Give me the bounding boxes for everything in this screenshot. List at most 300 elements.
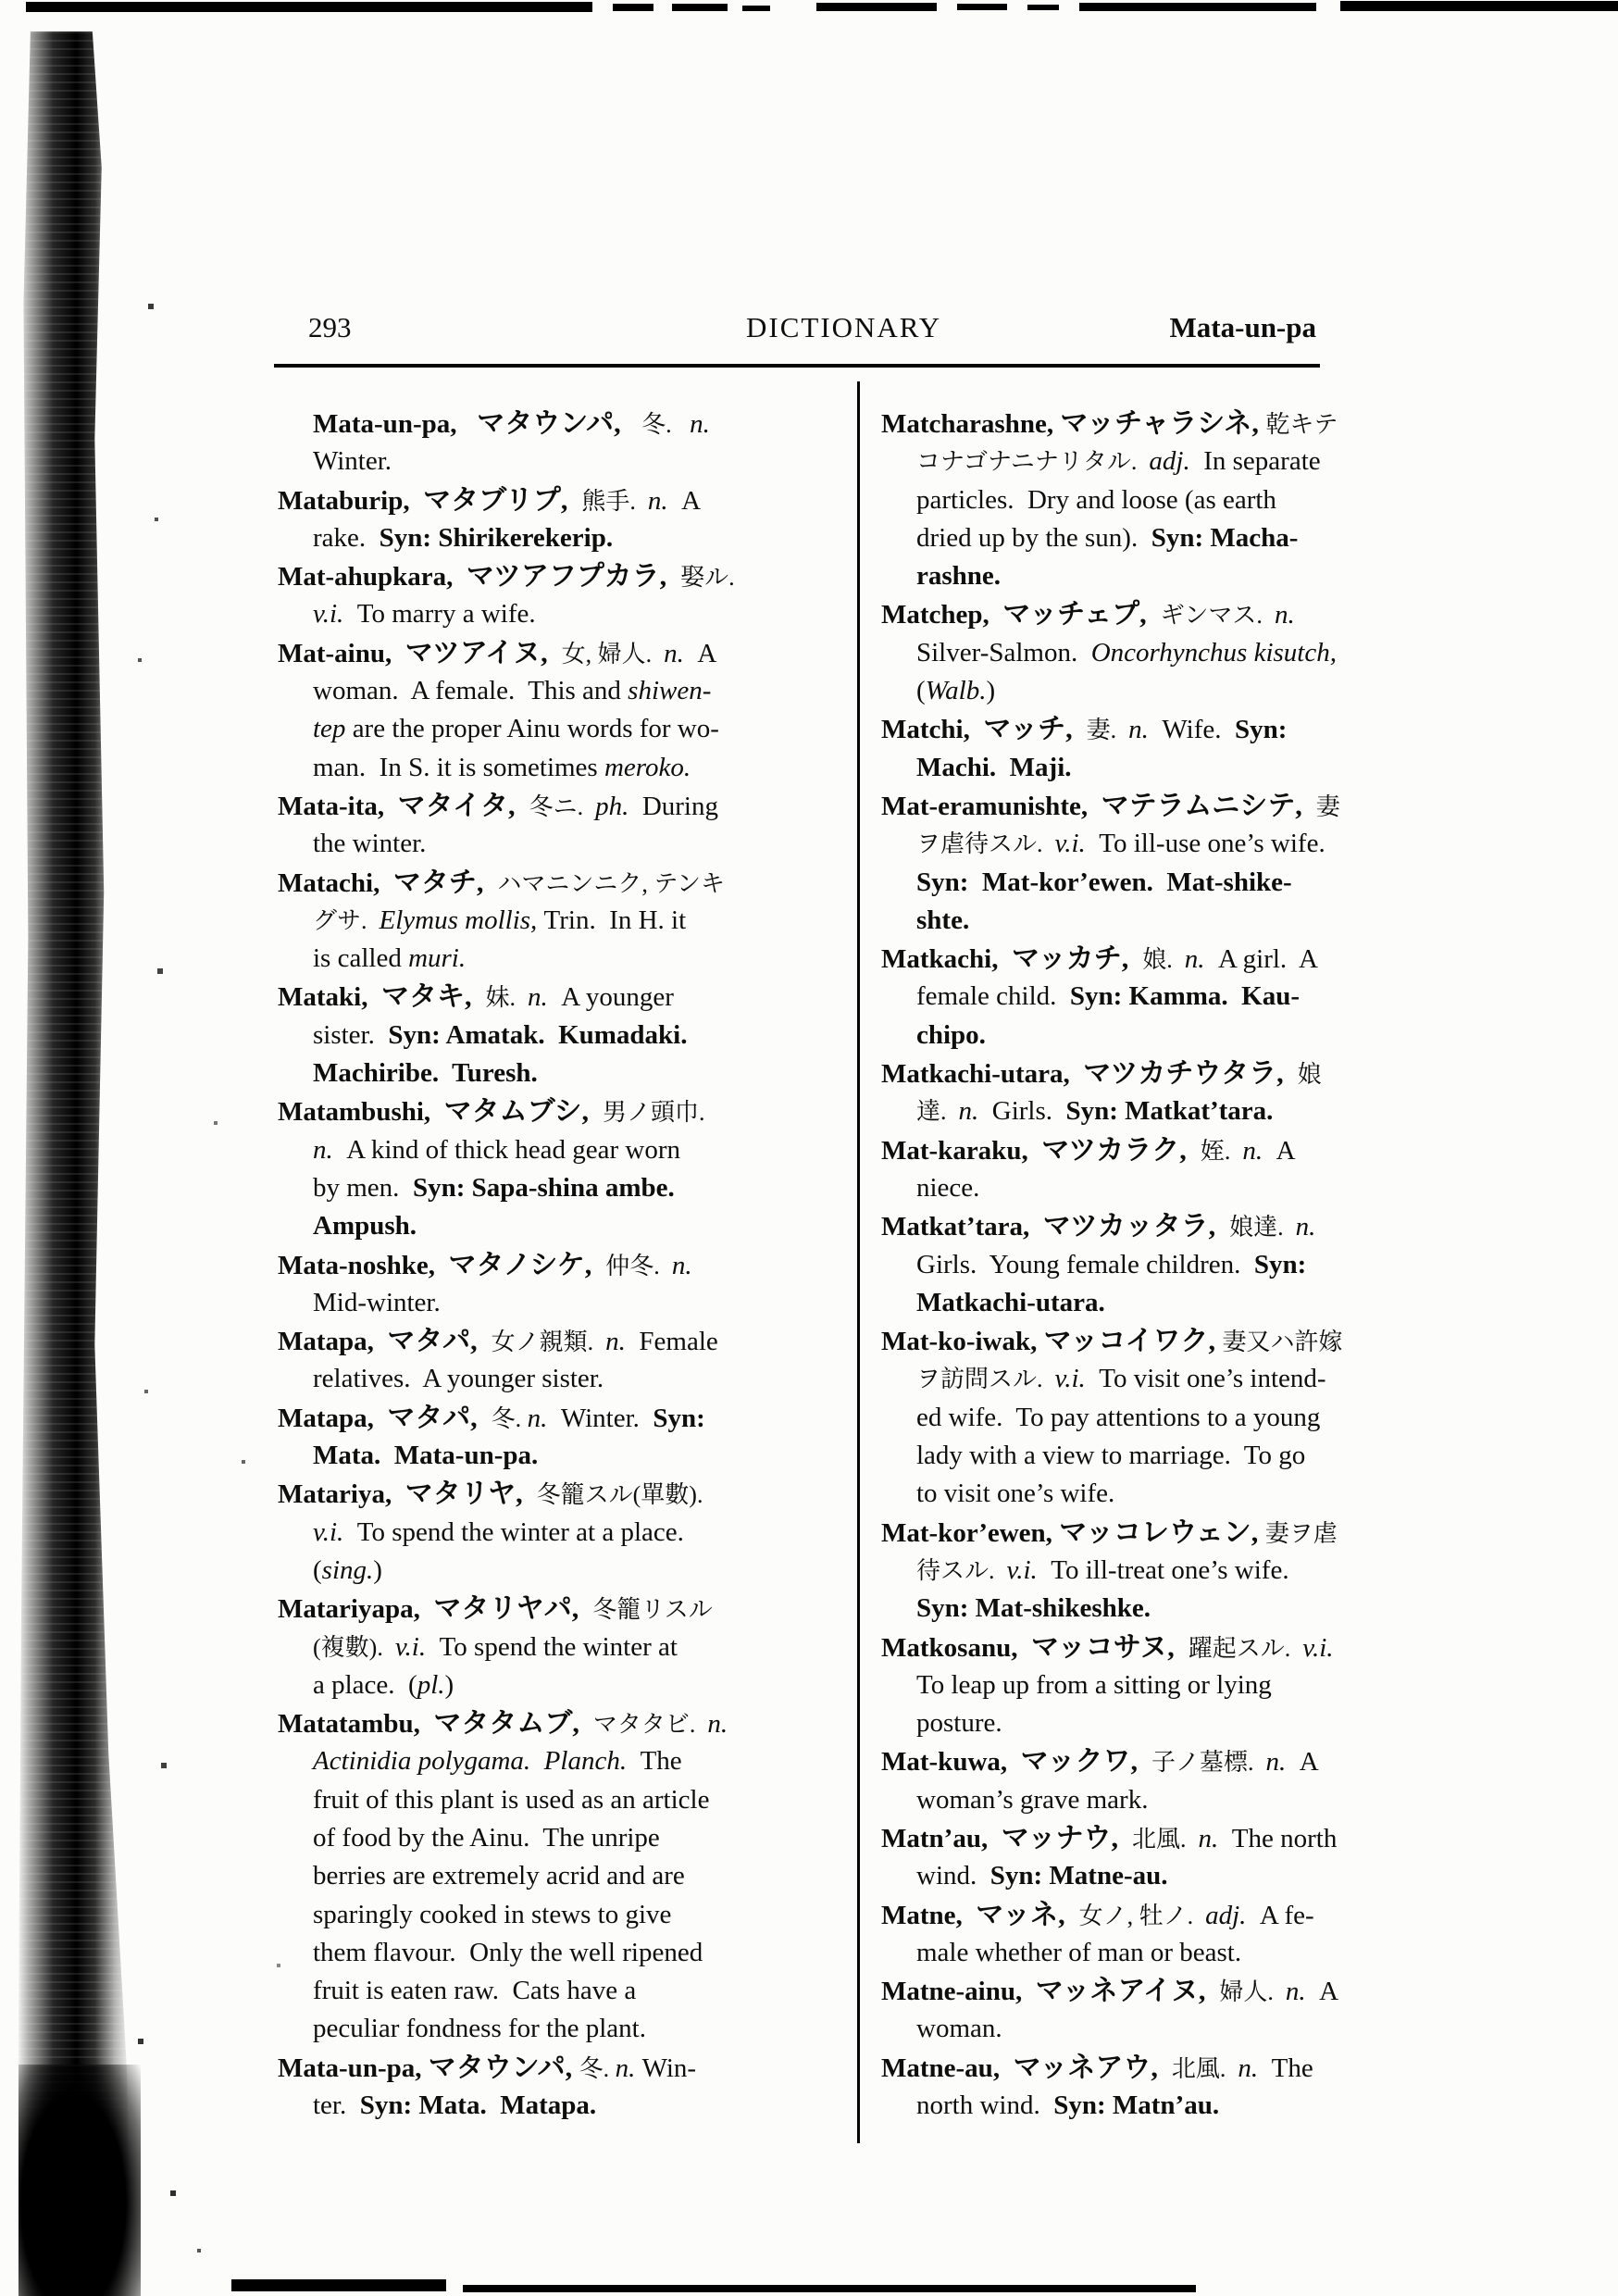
entry-text: A xyxy=(1319,1977,1339,2007)
entry-headword-text: Mat-karaku, xyxy=(881,1135,1042,1166)
entry-headword-text: Matapa, xyxy=(278,1327,388,1357)
entry-text: A xyxy=(1299,1747,1319,1778)
entry-headword-text: Mat-ainu, xyxy=(278,638,405,668)
entry-text: Win- xyxy=(641,2053,697,2083)
entry-text: The xyxy=(1271,2053,1313,2083)
scan-artifact-top xyxy=(1340,1,1618,11)
entry-text: マタノシケ, xyxy=(448,1249,606,1280)
entry-text: 躍起スル. xyxy=(1188,1634,1303,1662)
entry-text: sing. xyxy=(321,1554,374,1585)
dictionary-line xyxy=(278,595,861,633)
dictionary-line xyxy=(278,1514,861,1552)
dictionary-line xyxy=(881,595,1326,633)
entry-text: n. xyxy=(664,638,698,668)
dictionary-line xyxy=(278,443,861,480)
entry-text: ) xyxy=(373,1554,382,1585)
entry-text: A xyxy=(697,638,717,668)
entry-text: マタパ, xyxy=(387,1326,492,1357)
entry-text: to visit one’s wife. xyxy=(916,1479,1115,1509)
dictionary-line xyxy=(278,1972,861,2010)
dictionary-line xyxy=(278,978,861,1016)
entry-text: To ill-use one’s wife. xyxy=(1099,829,1326,859)
entry-text: n. xyxy=(313,1134,347,1165)
entry-text: 妻. xyxy=(1086,717,1129,744)
entry-text: 女ノ親類. xyxy=(491,1329,606,1356)
dictionary-line xyxy=(278,1819,861,1857)
entry-text: v.i. xyxy=(1302,1632,1334,1663)
dictionary-line xyxy=(278,1169,861,1207)
entry-text: n. xyxy=(1198,1823,1232,1853)
left-column xyxy=(278,405,861,2125)
entry-text: are the proper Ainu words for wo- xyxy=(352,714,719,744)
header-rule xyxy=(274,364,1320,368)
dictionary-line xyxy=(881,1514,1338,1552)
entry-headword-text: Matne, xyxy=(881,1900,977,1930)
entry-headword-text: Mataki, xyxy=(278,982,381,1013)
dictionary-line xyxy=(881,1399,1326,1437)
entry-text: n. xyxy=(958,1096,992,1127)
dictionary-line xyxy=(881,749,1326,787)
dictionary-line xyxy=(881,1017,1326,1054)
entry-text: マッネ, xyxy=(976,1899,1079,1930)
entry-text: The xyxy=(640,1746,682,1777)
dictionary-line xyxy=(278,1131,861,1169)
entry-text: n. xyxy=(1238,2053,1272,2083)
dictionary-line xyxy=(278,1437,861,1475)
entry-text: v.i. xyxy=(313,599,357,630)
entry-headword-text: Matkosanu, xyxy=(881,1632,1031,1663)
entry-text: wind. xyxy=(916,1861,990,1891)
dictionary-line xyxy=(881,1437,1326,1475)
entry-text: 冬籠リスル xyxy=(592,1596,713,1624)
entry-text: To spend the winter at a place. xyxy=(356,1516,684,1547)
entry-text: 達. xyxy=(916,1098,959,1126)
dictionary-line xyxy=(278,1742,861,1780)
entry-text: by men. xyxy=(313,1172,413,1203)
dictionary-line xyxy=(881,557,1326,595)
entry-text: マッナウ, xyxy=(1001,1822,1133,1853)
entry-text: 女ノ, 牡ノ. xyxy=(1078,1902,1206,1929)
entry-text: n. xyxy=(527,982,562,1013)
entry-text: ( xyxy=(916,676,926,706)
dictionary-line xyxy=(881,902,1326,940)
entry-text: the winter. xyxy=(313,829,427,859)
entry-text: n. xyxy=(1265,1747,1300,1778)
entry-text: 男ノ頭巾. xyxy=(602,1099,705,1127)
entry-text: n. xyxy=(1274,600,1295,630)
entry-headword-text: Syn: xyxy=(1253,1249,1307,1279)
entry-headword-text: Matn’au, xyxy=(881,1823,1002,1853)
entry-text: n. xyxy=(707,1709,728,1740)
entry-text: マッチ, xyxy=(983,714,1087,745)
entry-text: グサ. xyxy=(313,906,380,934)
entry-text: fruit is eaten raw. Cats have a xyxy=(313,1976,637,2006)
entry-text: マツカッタラ, xyxy=(1042,1211,1230,1242)
entry-text: 妻 xyxy=(1315,792,1340,820)
entry-headword-text: Mata-ita, xyxy=(278,791,398,821)
dictionary-line xyxy=(881,787,1340,825)
entry-text: To marry a wife. xyxy=(356,599,536,630)
entry-headword-text: Syn: Kamma. Kau- xyxy=(1069,981,1301,1012)
entry-text: 娘 xyxy=(1297,1061,1322,1089)
dictionary-line xyxy=(278,1360,861,1398)
entry-text: adj. xyxy=(1205,1900,1260,1930)
scan-artifact-top xyxy=(26,2,592,12)
dictionary-line xyxy=(881,1131,1326,1169)
scan-noise-specks xyxy=(0,0,2,2)
dictionary-line xyxy=(881,481,1326,519)
dictionary-line xyxy=(881,1284,1326,1322)
entry-text: The north xyxy=(1231,1823,1338,1853)
entry-text: ter. xyxy=(313,2090,360,2121)
entry-text: 待スル. xyxy=(916,1556,1007,1584)
entry-headword-text: Matariya, xyxy=(278,1479,405,1510)
dictionary-line xyxy=(278,1552,861,1590)
entry-text: is called xyxy=(313,943,409,974)
entry-text: rake. xyxy=(313,522,380,553)
entry-headword-text: Matariyapa, xyxy=(278,1594,434,1625)
entry-text: lady with a view to marriage. To go xyxy=(916,1441,1306,1471)
dictionary-line xyxy=(881,1590,1326,1628)
entry-headword-text: Mata-noshke, xyxy=(278,1250,449,1280)
entry-headword-text: Mat-ahupkara, xyxy=(278,562,467,593)
entry-text: Mid-winter. xyxy=(313,1287,441,1317)
dictionary-line xyxy=(278,2087,861,2125)
dictionary-line xyxy=(881,1781,1326,1819)
entry-text: woman. A female. This and xyxy=(313,676,629,706)
dictionary-line xyxy=(881,519,1326,557)
entry-text: n. xyxy=(1184,944,1219,975)
entry-text: 姪. xyxy=(1200,1137,1243,1165)
dictionary-line xyxy=(881,864,1326,902)
entry-headword-text: Matkachi, xyxy=(881,944,1012,975)
entry-text: A xyxy=(681,485,702,516)
entry-text: female child. xyxy=(916,981,1070,1012)
entry-text: ハマニンニク, テンキ xyxy=(497,869,726,897)
dictionary-line xyxy=(278,902,861,940)
dictionary-line xyxy=(278,1207,861,1245)
entry-headword-text: Syn: Sapa-shina ambe. xyxy=(412,1172,675,1203)
entry-text: 娘達. xyxy=(1229,1214,1296,1242)
entry-headword-text: Matchi, xyxy=(881,715,984,745)
entry-text: relatives. A younger sister. xyxy=(313,1364,604,1394)
dictionary-line xyxy=(881,978,1326,1016)
entry-headword-text: Ampush. xyxy=(313,1211,417,1242)
entry-text: マタムブシ, xyxy=(443,1096,603,1128)
dictionary-line xyxy=(881,1207,1326,1245)
entry-text: a place. ( xyxy=(313,1669,417,1700)
dictionary-line xyxy=(881,1552,1326,1590)
entry-headword-text: Syn: Amatak. Kumadaki. xyxy=(388,1019,688,1050)
entry-headword-text: Matkachi-utara. xyxy=(916,1287,1105,1317)
entry-headword-text: Mata-un-pa, xyxy=(278,2053,429,2083)
dictionary-line xyxy=(881,1169,1326,1207)
entry-headword-text: Mataburip, xyxy=(278,485,424,516)
entry-text: n. xyxy=(1128,715,1163,745)
dictionary-line xyxy=(881,1857,1326,1895)
entry-text: ( xyxy=(313,1554,322,1585)
entry-text: woman’s grave mark. xyxy=(916,1784,1149,1815)
scan-artifact-top xyxy=(957,4,1007,10)
entry-text: During xyxy=(641,791,718,821)
dictionary-line xyxy=(881,1092,1326,1130)
entry-text: n. xyxy=(1242,1135,1276,1166)
entry-text: マッカチ, xyxy=(1011,943,1143,975)
entry-headword-text: Mat-ko-iwak, xyxy=(881,1327,1044,1357)
dictionary-line xyxy=(881,1628,1334,1666)
entry-text: shiwen- xyxy=(628,676,712,706)
page-number: 293 xyxy=(308,311,352,343)
entry-text: To leap up from a sitting or lying xyxy=(916,1669,1272,1700)
entry-text: n. xyxy=(647,485,682,516)
dictionary-line xyxy=(881,2087,1326,2125)
entry-text: ed wife. To pay attentions to a young xyxy=(916,1402,1321,1432)
entry-text: マツアイヌ, xyxy=(404,637,562,668)
entry-headword-text: Matambushi, xyxy=(278,1097,444,1128)
entry-text: A fe- xyxy=(1259,1900,1314,1930)
entry-text: In separate xyxy=(1203,446,1321,477)
dictionary-line xyxy=(278,1284,861,1322)
entry-text: n. xyxy=(690,409,710,439)
entry-text: マタタビ. xyxy=(592,1711,708,1739)
entry-text: 乾キテ xyxy=(1265,411,1338,438)
entry-headword-text: Syn: xyxy=(653,1403,705,1433)
dictionary-line xyxy=(881,2010,1326,2048)
entry-text: A younger xyxy=(561,982,674,1013)
dictionary-line xyxy=(278,634,861,672)
entry-text: v.i. xyxy=(1054,829,1100,859)
entry-text: マタウンパ, xyxy=(477,408,642,439)
entry-text: v.i. xyxy=(394,1631,440,1662)
entry-text: n. xyxy=(605,1327,640,1357)
entry-text: woman. xyxy=(916,2014,1002,2044)
entry-text: 子ノ墓標. xyxy=(1151,1749,1266,1777)
entry-text: マタウンパ, xyxy=(428,2052,579,2083)
entry-headword-text: Syn: Matkat’tara. xyxy=(1065,1096,1274,1127)
entry-text: Actinidia polygama. Planch. xyxy=(313,1746,641,1777)
entry-headword-text: Mat-kuwa, xyxy=(881,1747,1021,1778)
entry-headword-text: Machi. Maji. xyxy=(916,752,1072,782)
dictionary-line xyxy=(278,710,861,748)
entry-text: 冬ニ. xyxy=(529,792,596,820)
entry-text: A xyxy=(1276,1135,1296,1166)
dictionary-line xyxy=(278,864,861,902)
entry-text: ) xyxy=(444,1669,454,1700)
scan-artifact-top xyxy=(672,4,728,11)
entry-text: 仲冬. xyxy=(605,1252,672,1279)
entry-text: 娘. xyxy=(1142,946,1185,974)
entry-text: (複數). xyxy=(313,1633,395,1661)
entry-text: peculiar fondness for the plant. xyxy=(313,2014,646,2044)
entry-text: ヲ虐待スル. xyxy=(916,830,1055,858)
entry-headword-text: Mata. Mata-un-pa. xyxy=(313,1441,539,1471)
scan-gutter-shadow xyxy=(17,31,131,2296)
dictionary-line xyxy=(278,1896,861,1934)
entry-headword-text: rashne. xyxy=(916,561,1002,592)
scan-artifact-top xyxy=(816,3,937,11)
dictionary-line xyxy=(881,1742,1326,1780)
entry-text: 妻又ハ許嫁 xyxy=(1222,1329,1343,1356)
dictionary-line xyxy=(278,1781,861,1819)
entry-text: マタパ, xyxy=(387,1402,492,1433)
dictionary-line xyxy=(278,749,861,787)
dictionary-line xyxy=(278,1590,861,1628)
entry-text: マタブリプ, xyxy=(423,484,582,516)
scan-gutter-blob xyxy=(19,2065,141,2296)
dictionary-line xyxy=(278,1934,861,1972)
dictionary-line xyxy=(278,1017,861,1054)
entry-text: マッネアウ, xyxy=(1013,2052,1172,2083)
dictionary-line xyxy=(278,1399,861,1437)
dictionary-line xyxy=(278,1054,861,1092)
dictionary-line xyxy=(278,2010,861,2048)
entry-text: 妹. xyxy=(485,984,528,1012)
entry-text: マタイタ, xyxy=(397,790,529,821)
entry-text: adj. xyxy=(1149,446,1204,477)
entry-text: them flavour. Only the well ripened xyxy=(313,1937,703,1967)
dictionary-line xyxy=(881,1322,1343,1360)
entry-headword-text: chipo. xyxy=(916,1019,986,1050)
dictionary-line xyxy=(278,787,861,825)
entry-text: To visit one’s intend- xyxy=(1099,1364,1326,1394)
dictionary-line xyxy=(881,1896,1326,1934)
entry-text: 熊手. xyxy=(581,487,648,515)
entry-text: Walb. xyxy=(925,676,987,706)
dictionary-line xyxy=(881,405,1338,443)
scan-artifact-top xyxy=(1027,5,1059,10)
dictionary-line xyxy=(278,481,861,519)
entry-text: posture. xyxy=(916,1708,1002,1739)
dictionary-line xyxy=(278,1666,861,1704)
entry-headword-text: Syn: Mata. Matapa. xyxy=(359,2090,597,2121)
dictionary-line xyxy=(278,1246,861,1284)
dictionary-line xyxy=(278,1092,861,1130)
dictionary-line xyxy=(278,557,861,595)
entry-headword-text: Syn: Mat-kor’ewen. Mat-shike- xyxy=(916,867,1292,897)
right-column xyxy=(881,405,1343,2125)
entry-headword-text: Syn: Mat-shikeshke. xyxy=(916,1593,1151,1624)
dictionary-line xyxy=(881,940,1326,978)
entry-text: muri. xyxy=(408,943,467,974)
dictionary-line xyxy=(881,1475,1326,1513)
entry-text: tep xyxy=(313,714,353,744)
dictionary-line xyxy=(881,1819,1338,1857)
entry-text: Wife. xyxy=(1162,715,1235,745)
entry-text: 冬. xyxy=(491,1404,528,1432)
entry-text: マタチ, xyxy=(392,867,498,898)
dictionary-line xyxy=(278,1628,861,1666)
entry-text: particles. Dry and loose (as earth xyxy=(916,484,1276,515)
entry-text: n. xyxy=(1285,1977,1320,2007)
entry-text: pl. xyxy=(417,1669,445,1700)
dictionary-line xyxy=(881,1704,1326,1742)
entry-headword-text: Mata-un-pa, xyxy=(313,409,478,439)
dictionary-line xyxy=(881,634,1337,672)
entry-text: male whether of man or beast. xyxy=(916,1937,1242,1967)
entry-text: meroko. xyxy=(604,752,691,782)
entry-text: To ill-treat one’s wife. xyxy=(1051,1554,1289,1585)
entry-headword-text: Matachi, xyxy=(278,867,393,898)
dictionary-line xyxy=(278,940,861,978)
entry-text: sister. xyxy=(313,1019,389,1050)
entry-text: n. xyxy=(671,1250,692,1280)
entry-text: A kind of thick head gear worn xyxy=(346,1134,681,1165)
dictionary-line xyxy=(278,1322,861,1360)
entry-text: マッコイワク, xyxy=(1043,1326,1223,1357)
dictionary-line xyxy=(881,1934,1326,1972)
entry-text: マッチェプ, xyxy=(1002,599,1161,630)
dictionary-line xyxy=(881,1054,1326,1092)
entry-text: マッコレウェン, xyxy=(1059,1516,1265,1548)
entry-text: マツカラク, xyxy=(1041,1134,1201,1166)
dictionary-line xyxy=(278,2049,861,2087)
entry-text: man. In S. it is sometimes xyxy=(313,752,604,782)
entry-headword-text: shte. xyxy=(916,905,970,935)
dictionary-line xyxy=(881,825,1326,863)
entry-text: To spend the winter at xyxy=(439,1631,678,1662)
entry-text: of food by the Ainu. The unripe xyxy=(313,1822,660,1853)
entry-text: マッネアイヌ, xyxy=(1035,1976,1220,2007)
entry-text: Winter. xyxy=(560,1403,653,1433)
scan-artifact-bottom xyxy=(463,2285,1196,2292)
entry-text: 妻ヲ虐 xyxy=(1264,1519,1338,1547)
entry-headword-text: Matne-ainu, xyxy=(881,1977,1036,2007)
entry-headword-text: Syn: Macha- xyxy=(1151,522,1299,553)
entry-headword-text: Matne-au, xyxy=(881,2053,1014,2083)
scan-artifact-bottom xyxy=(231,2279,446,2291)
dictionary-line xyxy=(278,519,861,557)
entry-headword-text: Matkat’tara, xyxy=(881,1212,1043,1242)
entry-text: Winter. xyxy=(313,446,392,477)
dictionary-line xyxy=(881,2049,1326,2087)
entry-headword-text: Matkachi-utara, xyxy=(881,1059,1084,1090)
entry-text: マツアフプカラ, xyxy=(466,561,681,593)
entry-headword-text: Machiribe. Turesh. xyxy=(313,1058,538,1089)
entry-text: マッコサヌ, xyxy=(1030,1631,1189,1663)
entry-text: マッチャラシネ, xyxy=(1060,408,1266,439)
entry-text: 北風. xyxy=(1132,1825,1199,1853)
dictionary-line xyxy=(278,1857,861,1895)
entry-text: n. xyxy=(1295,1212,1316,1242)
entry-headword-text: Syn: Shirikerekerip. xyxy=(379,522,614,553)
entry-text: Silver-Salmon. xyxy=(916,637,1091,668)
scan-artifact-top xyxy=(1079,3,1316,11)
entry-headword-text: Mat-kor’ewen, xyxy=(881,1517,1060,1548)
entry-text: v.i. xyxy=(1006,1554,1052,1585)
page-title: DICTIONARY xyxy=(746,311,942,343)
entry-text: n. xyxy=(527,1403,561,1433)
entry-text: 冬籠スル(單數). xyxy=(536,1481,703,1509)
dictionary-line xyxy=(881,1666,1326,1704)
dictionary-line xyxy=(881,443,1326,480)
entry-text: berries are extremely acrid and are xyxy=(313,1861,685,1891)
entry-text: ) xyxy=(986,676,996,706)
entry-text: fruit of this plant is used as an article xyxy=(313,1784,710,1815)
dictionary-line xyxy=(278,1704,861,1742)
entry-text: niece. xyxy=(916,1172,980,1203)
entry-text: Female xyxy=(639,1327,718,1357)
entry-headword-text: Syn: Matne-au. xyxy=(989,1861,1168,1891)
dictionary-line xyxy=(881,1246,1326,1284)
entry-text: マタリヤ, xyxy=(404,1479,537,1510)
entry-headword-text: Syn: Matn’au. xyxy=(1053,2090,1220,2121)
entry-text: マテラムニシテ, xyxy=(1101,790,1316,821)
entry-headword-text: Matapa, xyxy=(278,1403,388,1433)
guide-word: Mata-un-pa xyxy=(1169,311,1316,343)
entry-text: Girls. Young female children. xyxy=(916,1249,1254,1279)
entry-text: コナゴナニナリタル. xyxy=(916,448,1150,476)
entry-text: Trin. In H. it xyxy=(543,905,687,935)
